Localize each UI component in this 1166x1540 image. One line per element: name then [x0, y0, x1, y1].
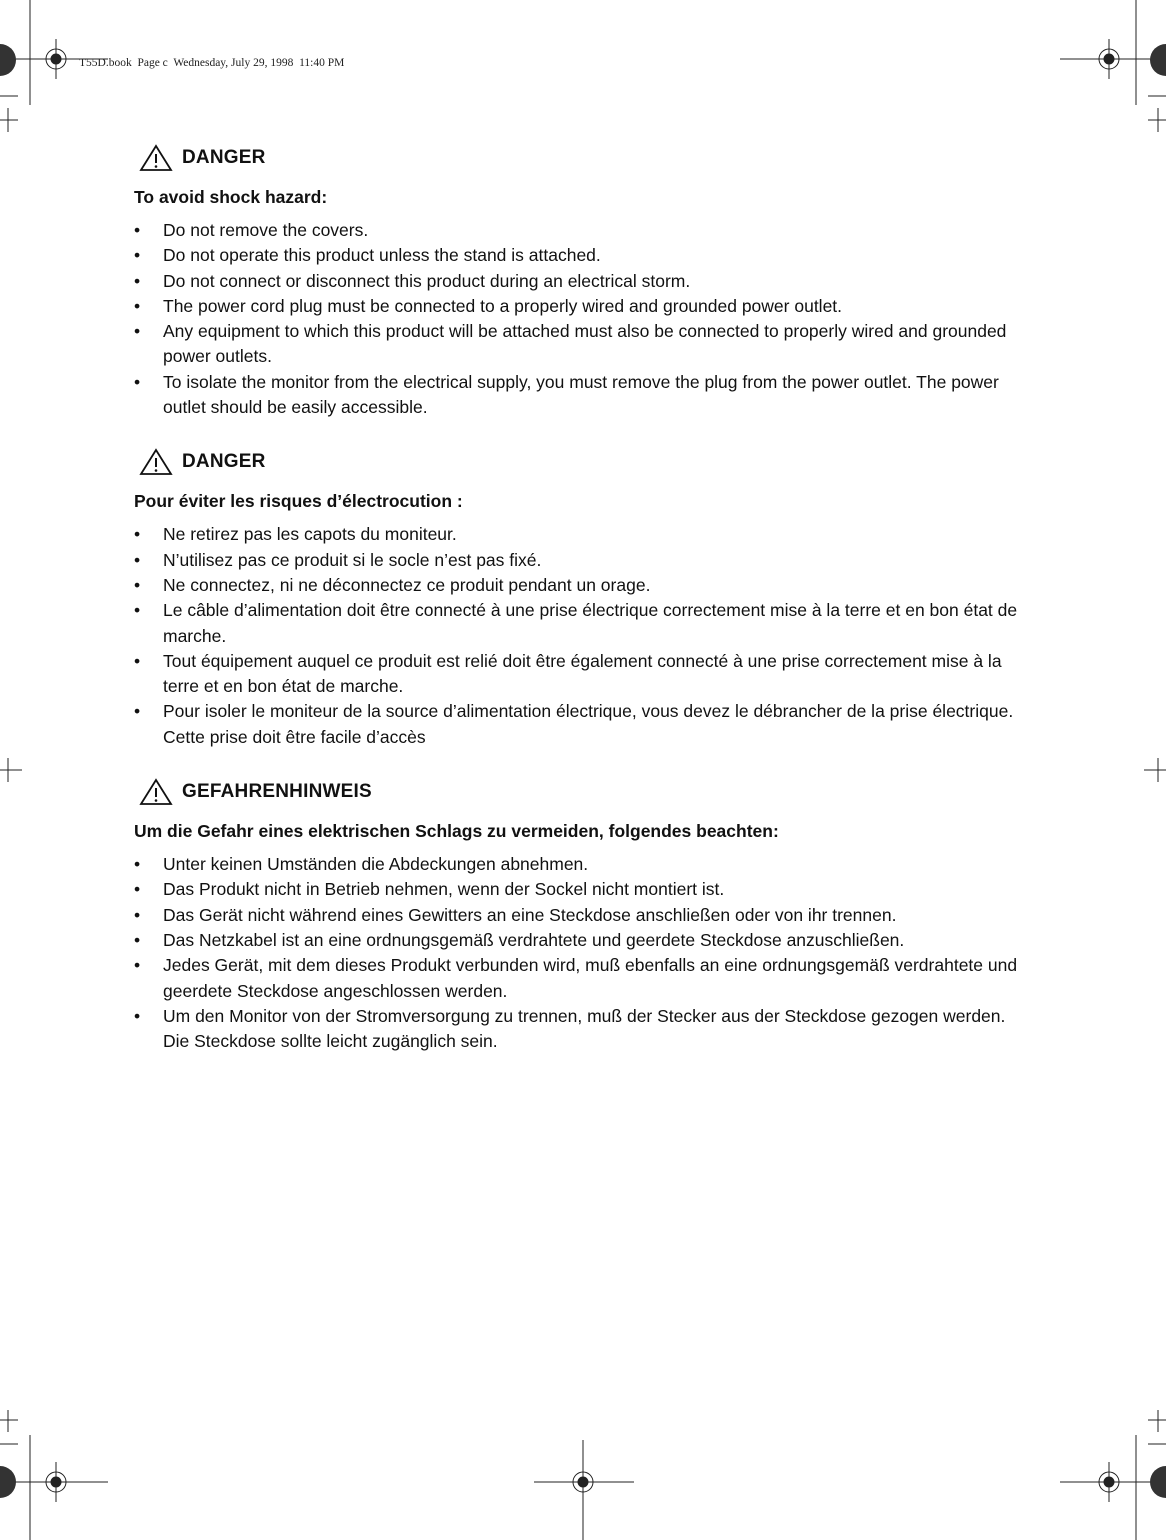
- section-subtitle: Um die Gefahr eines elektrischen Schlags zu vermeiden, folgendes beachten:: [134, 821, 779, 842]
- list-item-text: Any equipment to which this product will be attached must also be connected to properly wired and grounded power outlets.: [163, 321, 1007, 367]
- list-item: [134, 522, 1034, 547]
- danger-section: [134, 138, 1034, 420]
- list-item: [134, 548, 1034, 573]
- bullet-marker: •: [134, 955, 141, 976]
- list-item-text: Ne retirez pas les capots du moniteur.: [163, 524, 457, 545]
- bullet-marker: •: [134, 929, 141, 950]
- list-item-text: Ne connectez, ni ne déconnectez ce produit pendant un orage.: [163, 574, 651, 595]
- list-item-text: N’utilisez pas ce produit si le socle n’est pas fixé.: [163, 549, 542, 570]
- bullet-marker: •: [134, 245, 141, 266]
- list-item-text: Jedes Gerät, mit dem dieses Produkt verbunden wird, muß ebenfalls an eine ordnungsgemäß verdrahtete und geerdete Steckdose angeschlossen werden.: [163, 955, 1018, 1001]
- safety-notices: [134, 138, 1034, 1076]
- list-item: [134, 852, 1034, 877]
- bullet-marker: •: [134, 549, 141, 570]
- list-item: [134, 877, 1034, 902]
- heading-label: GEFAHRENHINWEIS: [182, 781, 372, 803]
- bullet-marker: •: [134, 650, 141, 671]
- section-heading: [134, 138, 1034, 178]
- bullet-marker: •: [134, 1005, 141, 1026]
- list-item: [134, 319, 1034, 370]
- heading-label: DANGER: [182, 147, 266, 168]
- list-item-text: Das Netzkabel ist an eine ordnungsgemäß verdrahtete und geerdete Steckdose anzuschließen.: [163, 929, 905, 950]
- list-item-text: Pour isoler le moniteur de la source d’alimentation électrique, vous devez le débrancher de la prise électrique. Cette prise doit être facile d’accès: [163, 701, 1014, 747]
- section-heading: [134, 442, 1034, 482]
- list-item-text: Unter keinen Umständen die Abdeckungen abnehmen.: [163, 854, 589, 875]
- bullet-marker: •: [134, 600, 141, 621]
- list-item: [134, 953, 1034, 1004]
- bullet-marker: •: [134, 879, 141, 900]
- list-item-text: Do not connect or disconnect this product during an electrical storm.: [163, 270, 691, 291]
- bullet-list: [134, 852, 1034, 1054]
- bullet-marker: •: [134, 524, 141, 545]
- list-item: [134, 243, 1034, 268]
- bullet-marker: •: [134, 701, 141, 722]
- list-item: [134, 903, 1034, 928]
- list-item-text: Do not operate this product unless the stand is attached.: [163, 245, 601, 266]
- list-item: [134, 649, 1034, 700]
- list-item: [134, 928, 1034, 953]
- section-subtitle: Pour éviter les risques d’électrocution :: [134, 491, 463, 512]
- list-item: [134, 1004, 1034, 1055]
- list-item-text: To isolate the monitor from the electrical supply, you must remove the plug from the power outlet. The power outlet should be easily accessible.: [163, 371, 999, 418]
- list-item: [134, 598, 1034, 649]
- bullet-list: [134, 522, 1034, 750]
- list-item-text: Das Gerät nicht während eines Gewitters an eine Steckdose anschließen oder von ihr trennen.: [163, 904, 897, 925]
- bullet-marker: •: [134, 321, 141, 342]
- bullet-marker: •: [134, 371, 141, 392]
- list-item: [134, 699, 1034, 750]
- list-item-text: Um den Monitor von der Stromversorgung zu trennen, muß der Stecker aus der Steckdose gezogen werden. Die Steckdose sollte leicht zugänglich sein.: [163, 1005, 1006, 1052]
- list-item: [134, 573, 1034, 598]
- list-item: [134, 269, 1034, 294]
- print-slug: T55D.book Page c Wednesday, July 29, 1998 11:40 PM: [79, 57, 345, 69]
- warning-triangle-icon: [139, 778, 173, 806]
- bullet-marker: •: [134, 270, 141, 291]
- danger-section: [134, 442, 1034, 750]
- list-item: [134, 218, 1034, 243]
- bullet-marker: •: [134, 904, 141, 925]
- list-item-text: The power cord plug must be connected to a properly wired and grounded power outlet.: [163, 295, 843, 316]
- section-heading: [134, 772, 1034, 812]
- list-item-text: Tout équipement auquel ce produit est relié doit être également connecté à une prise correctement mise à la terre et en bon état de marche.: [163, 650, 1002, 697]
- section-subtitle: To avoid shock hazard:: [134, 187, 328, 207]
- bullet-marker: •: [134, 220, 141, 240]
- bullet-list: [134, 218, 1034, 420]
- list-item: [134, 294, 1034, 319]
- warning-triangle-icon: [139, 144, 173, 172]
- bullet-marker: •: [134, 574, 141, 595]
- heading-label: DANGER: [182, 451, 266, 473]
- list-item-text: Le câble d’alimentation doit être connecté à une prise électrique correctement mise à la terre et en bon état de marche.: [163, 600, 1018, 646]
- danger-section: [134, 772, 1034, 1054]
- bullet-marker: •: [134, 854, 141, 875]
- list-item: [134, 370, 1034, 421]
- list-item-text: Do not remove the covers.: [163, 220, 369, 240]
- warning-triangle-icon: [139, 448, 173, 476]
- bullet-marker: •: [134, 295, 141, 316]
- list-item-text: Das Produkt nicht in Betrieb nehmen, wenn der Sockel nicht montiert ist.: [163, 879, 725, 900]
